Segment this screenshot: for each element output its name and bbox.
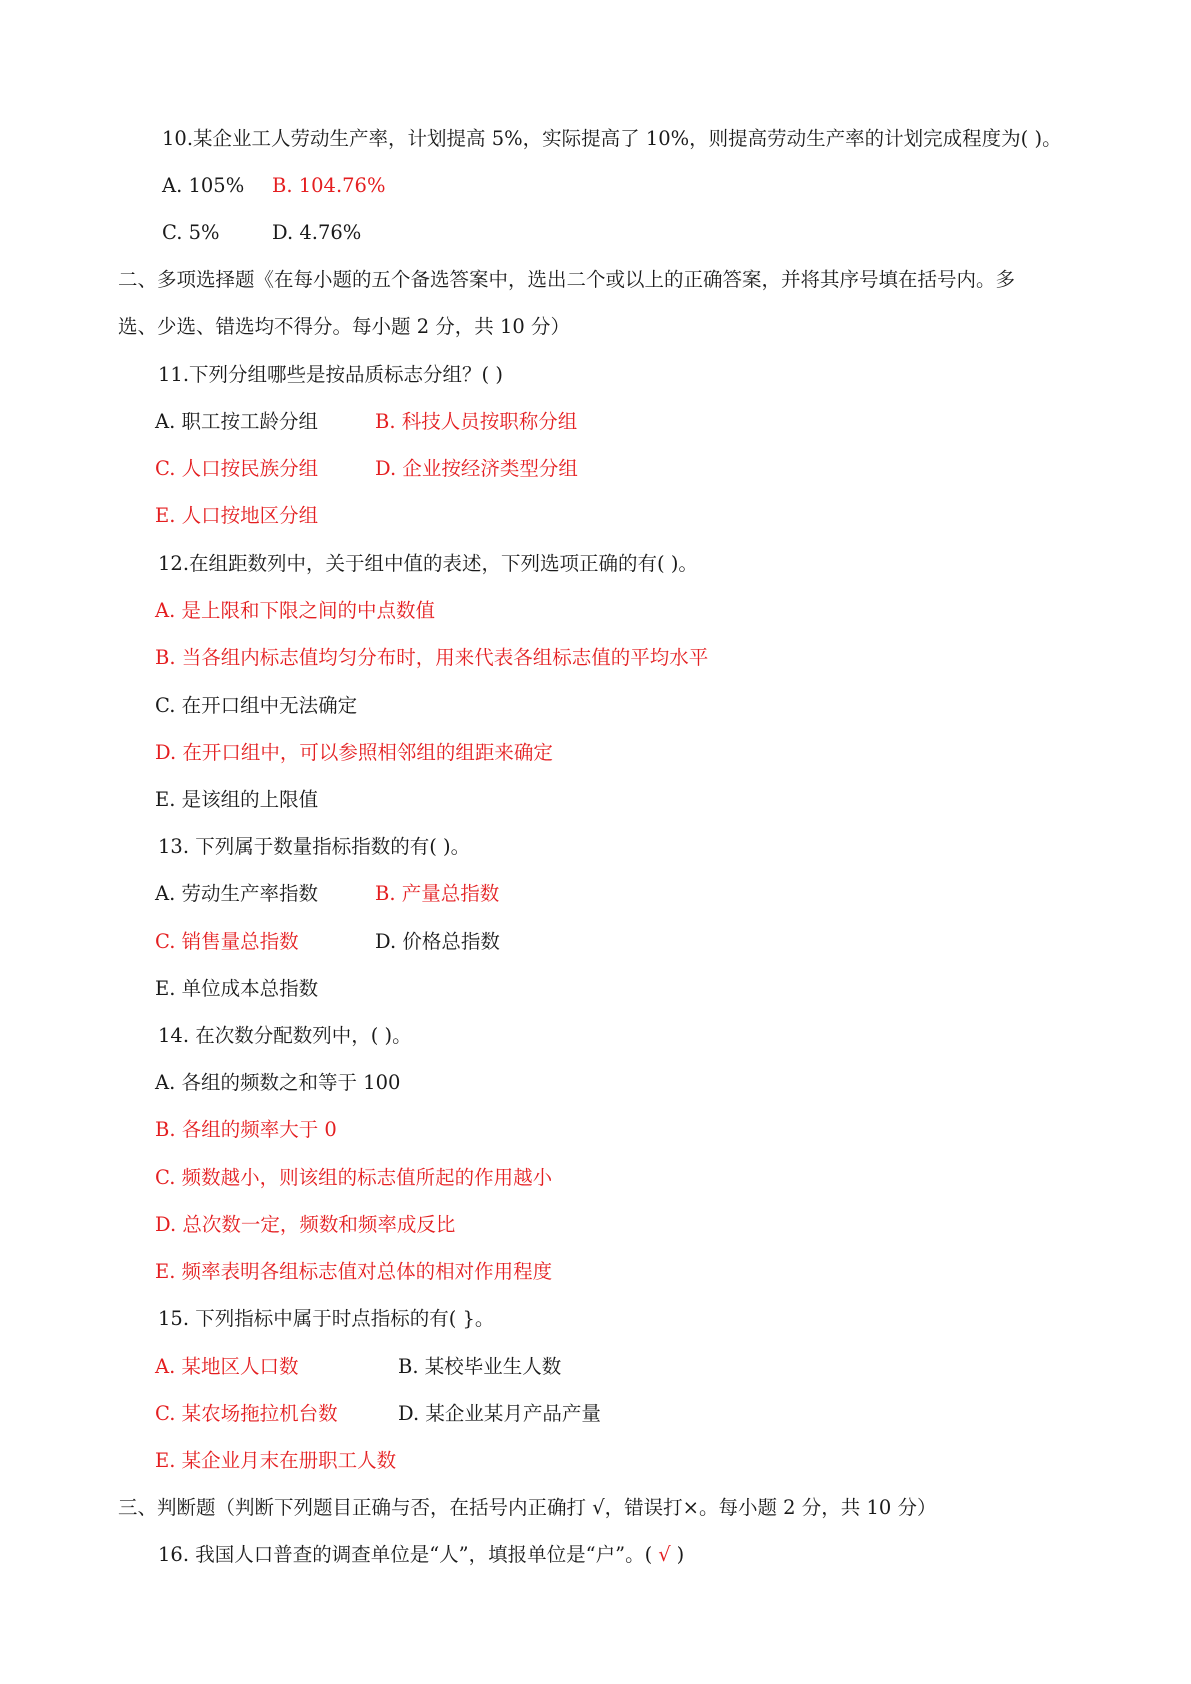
- section3-heading: 三、判断题（判断下列题目正确与否，在括号内正确打 √，错误打×。每小题 2 分，共 10 分）: [118, 1496, 937, 1519]
- q13-option-e: E. 单位成本总指数: [155, 977, 319, 1000]
- q10-option-c: C. 5%: [162, 221, 220, 244]
- q11-option-b: B. 科技人员按职称分组: [375, 410, 578, 433]
- q15-option-a: A. 某地区人口数: [155, 1355, 299, 1378]
- q10-stem: 10.某企业工人劳动生产率，计划提高 5%，实际提高了 10%，则提高劳动生产率的计划完成程度为( )。: [162, 127, 1062, 150]
- q13-stem: 13. 下列属于数量指标指数的有( )。: [158, 835, 471, 858]
- q11-option-a: A. 职工按工龄分组: [155, 410, 318, 433]
- q15-stem: 15. 下列指标中属于时点指标的有( }。: [158, 1307, 495, 1330]
- q14-stem: 14. 在次数分配数列中，( )。: [158, 1024, 412, 1047]
- q11-option-e: E. 人口按地区分组: [155, 504, 319, 527]
- q14-option-b: B. 各组的频率大于 0: [155, 1118, 337, 1141]
- q16-close-paren: ): [676, 1543, 685, 1566]
- q16-answer-mark: √: [658, 1543, 671, 1566]
- q11-option-c: C. 人口按民族分组: [155, 457, 319, 480]
- q14-option-c: C. 频数越小，则该组的标志值所起的作用越小: [155, 1166, 553, 1189]
- q13-option-c: C. 销售量总指数: [155, 930, 299, 953]
- q15-option-d: D. 某企业某月产品产量: [398, 1402, 601, 1425]
- q15-option-c: C. 某农场拖拉机台数: [155, 1402, 338, 1425]
- section2-heading-line1: 二、多项选择题《在每小题的五个备选答案中，选出二个或以上的正确答案，并将其序号填在括号内。多: [118, 268, 1016, 291]
- q12-option-b: B. 当各组内标志值均匀分布时，用来代表各组标志值的平均水平: [155, 646, 709, 669]
- q13-option-d: D. 价格总指数: [375, 930, 500, 953]
- q16-line: [158, 1541, 684, 1569]
- q15-option-e: E. 某企业月末在册职工人数: [155, 1449, 397, 1472]
- q16-stem: 16. 我国人口普查的调查单位是“人”，填报单位是“户”。(: [158, 1543, 653, 1566]
- q10-option-b: B. 104.76%: [272, 174, 386, 197]
- q13-option-a: A. 劳动生产率指数: [155, 882, 318, 905]
- q12-stem: 12.在组距数列中，关于组中值的表述，下列选项正确的有( )。: [158, 552, 698, 575]
- section2-heading-line2: 选、少选、错选均不得分。每小题 2 分，共 10 分）: [118, 315, 571, 338]
- q14-option-e: E. 频率表明各组标志值对总体的相对作用程度: [155, 1260, 553, 1283]
- q14-option-d: D. 总次数一定，频数和频率成反比: [155, 1213, 456, 1236]
- q10-option-d: D. 4.76%: [272, 221, 362, 244]
- q15-option-b: B. 某校毕业生人数: [398, 1355, 562, 1378]
- q12-option-d: D. 在开口组中，可以参照相邻组的组距来确定: [155, 741, 553, 764]
- q11-option-d: D. 企业按经济类型分组: [375, 457, 578, 480]
- q13-option-b: B. 产量总指数: [375, 882, 500, 905]
- q14-option-a: A. 各组的频数之和等于 100: [155, 1071, 401, 1094]
- q12-option-a: A. 是上限和下限之间的中点数值: [155, 599, 435, 622]
- q12-option-c: C. 在开口组中无法确定: [155, 694, 358, 717]
- q12-option-e: E. 是该组的上限值: [155, 788, 319, 811]
- q10-option-a: A. 105%: [162, 174, 245, 197]
- q11-stem: 11.下列分组哪些是按品质标志分组？( ): [158, 363, 503, 386]
